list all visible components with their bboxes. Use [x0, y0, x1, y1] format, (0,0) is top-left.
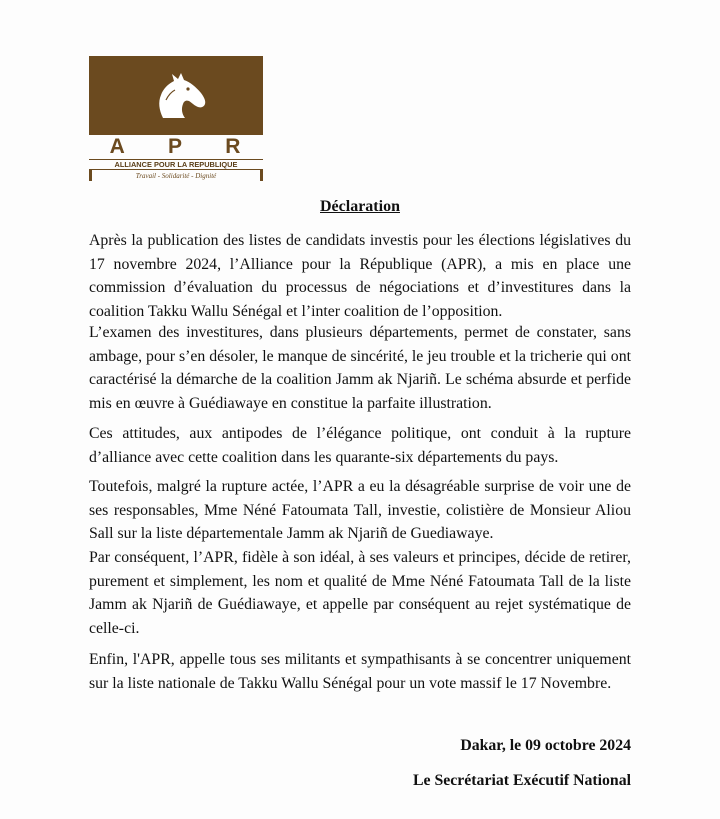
logo-motto: Travail - Solidarité - Dignité: [89, 171, 263, 181]
apr-logo: [89, 56, 263, 182]
logo-letter-r: R: [225, 135, 243, 158]
paragraph: Après la publication des listes de candidats investis pour les élections législatives du 17 novembre 2024, l’Alliance pour la République (APR), a mis en place une commission d’évaluation du processus de négociations et d’investitures dans la coalition Takku Wallu Sénégal et l’inter coalition de l’opposition.: [89, 232, 631, 320]
logo-background: [89, 56, 263, 135]
paragraph: Enfin, l'APR, appelle tous ses militants et sympathisants à se concentrer uniquement sur la liste nationale de Takku Wallu Sénégal pour un vote massif le 17 Novembre.: [89, 651, 631, 692]
signature-place-date: Dakar, le 09 octobre 2024: [460, 737, 631, 754]
logo-letter-a: A: [109, 135, 127, 158]
paragraph: Ces attitudes, aux antipodes de l’élégance politique, ont conduit à la rupture d’alliance avec cette coalition dans les quarante-six départements du pays.: [89, 425, 631, 466]
paragraph: Par conséquent, l’APR, fidèle à son idéal, à ses valeurs et principes, décide de retirer, purement et simplement, les nom et qualité de Mme Néné Fatoumata Tall de la liste Jamm ak Njariñ de Guédiawaye, et appelle par conséquent au rejet systématique de celle-ci.: [89, 549, 631, 637]
document-title: Déclaration: [320, 198, 400, 215]
logo-party-name: ALLIANCE POUR LA REPUBLIQUE: [89, 159, 263, 170]
signature-organization: Le Secrétariat Exécutif National: [412, 772, 631, 789]
paragraph: L’examen des investitures, dans plusieurs départements, permet de constater, sans ambage, pour s’en désoler, le manque de sincérité, le jeu trouble et la tricherie qui ont caractérisé la démarche de la coalition Jamm ak Njariñ. Le schéma absurde et perfide mis en œuvre à Guédiawaye en constitue la parfaite illustration.: [89, 324, 631, 412]
logo-letters: [89, 136, 263, 158]
paragraph: Toutefois, malgré la rupture actée, l’APR a eu la désagréable surprise de voir une de ses responsables, Mme Néné Fatoumata Tall, investie, colistière de Monsieur Aliou Sall sur la liste départementale Jamm ak Njariñ de Guediawaye.: [89, 478, 631, 543]
logo-letter-p: P: [167, 135, 184, 158]
horse-head-icon: [141, 70, 211, 122]
